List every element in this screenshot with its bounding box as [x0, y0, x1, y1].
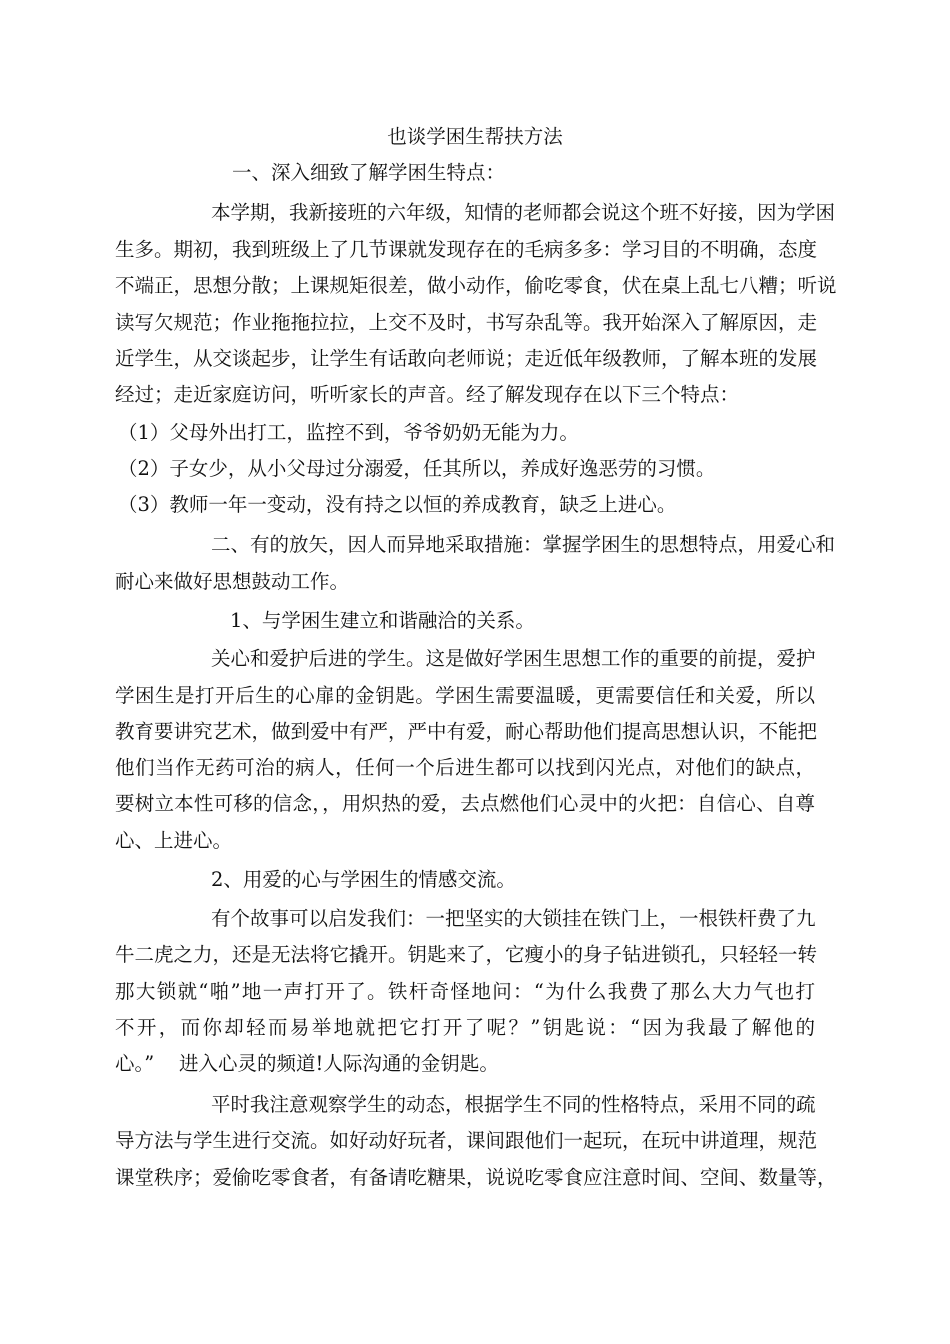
paragraph-line: 课堂秩序；爱偷吃零食者，有备请吃糖果，说说吃零食应注意时间、空间、数量等，: [115, 1166, 837, 1189]
paragraph-line: 他们当作无药可治的病人，任何一个后进生都可以找到闪光点，对他们的缺点，: [115, 756, 815, 779]
section-heading-2-cont: 耐心来做好思想鼓动工作。: [115, 570, 350, 593]
paragraph-line: 教育要讲究艺术，做到爱中有严，严中有爱，耐心帮助他们提高思想认识，不能把: [115, 720, 818, 743]
paragraph-line: 不开，而你却轻而易举地就把它打开了呢？”钥匙说：“因为我最了解他的: [115, 1016, 815, 1039]
subsection-heading-1: 1、与学困生建立和谐融洽的关系。: [230, 609, 535, 632]
paragraph-line: 关心和爱护后进的学生。这是做好学困生思想工作的重要的前提，爱护: [211, 647, 816, 670]
document-title: 也谈学困生帮扶方法: [387, 125, 563, 148]
paragraph-line: 近学生，从交谈起步，让学生有话敢向老师说；走近低年级教师，了解本班的发展: [115, 347, 818, 370]
paragraph-line: 平时我注意观察学生的动态，根据学生不同的性格特点，采用不同的疏: [211, 1093, 816, 1116]
paragraph-line: 学困生是打开后生的心扉的金钥匙。学困生需要温暖，更需要信任和关爱，所以: [115, 684, 815, 707]
list-item: （3）教师一年一变动，没有持之以恒的养成教育，缺乏上进心。: [118, 493, 677, 516]
section-heading-1: 一、深入细致了解学困生特点：: [232, 161, 506, 184]
paragraph-line: 导方法与学生进行交流。如好动好玩者，课间跟他们一起玩，在玩中讲道理，规范: [115, 1129, 818, 1152]
list-item: （2）子女少，从小父母过分溺爱，任其所以，养成好逸恶劳的习惯。: [118, 457, 716, 480]
paragraph-line: 牛二虎之力，还是无法将它撬开。钥匙来了，它瘦小的身子钻进锁孔，只轻轻一转: [115, 943, 818, 966]
paragraph-line: 要树立本性可移的信念，，用炽热的爱，去点燃他们心灵中的火把：自信心、自尊: [115, 792, 815, 815]
paragraph-line: 读写欠规范；作业拖拖拉拉，上交不及时，书写杂乱等。我开始深入了解原因，走: [115, 311, 818, 334]
paragraph-line: 不端正，思想分散；上课规矩很差，做小动作，偷吃零食，伏在桌上乱七八糟；听说: [115, 274, 837, 297]
paragraph-line: 生多。期初，我到班级上了几节课就发现存在的毛病多多：学习目的不明确，态度: [115, 238, 818, 261]
paragraph-line: 经过；走近家庭访问，听听家长的声音。经了解发现存在以下三个特点：: [115, 383, 740, 406]
paragraph-line: 心。” 进入心灵的频道!人际沟通的金钥匙。: [115, 1052, 499, 1075]
subsection-heading-2: 2、用爱的心与学困生的情感交流。: [211, 868, 516, 891]
paragraph-line: 心、上进心。: [115, 829, 233, 852]
list-item: （1）父母外出打工，监控不到，爷爷奶奶无能为力。: [118, 421, 579, 444]
paragraph-line: 本学期，我新接班的六年级，知情的老师都会说这个班不好接，因为学困: [211, 201, 836, 224]
paragraph-line: 有个故事可以启发我们：一把坚实的大锁挂在铁门上，一根铁杆费了九: [211, 907, 816, 930]
paragraph-line: 那大锁就“啪”地一声打开了。铁杆奇怪地问：“为什么我费了那么大力气也打: [115, 980, 815, 1003]
section-heading-2: 二、有的放矢，因人而异地采取措施：掌握学困生的思想特点，用爱心和: [211, 533, 836, 556]
